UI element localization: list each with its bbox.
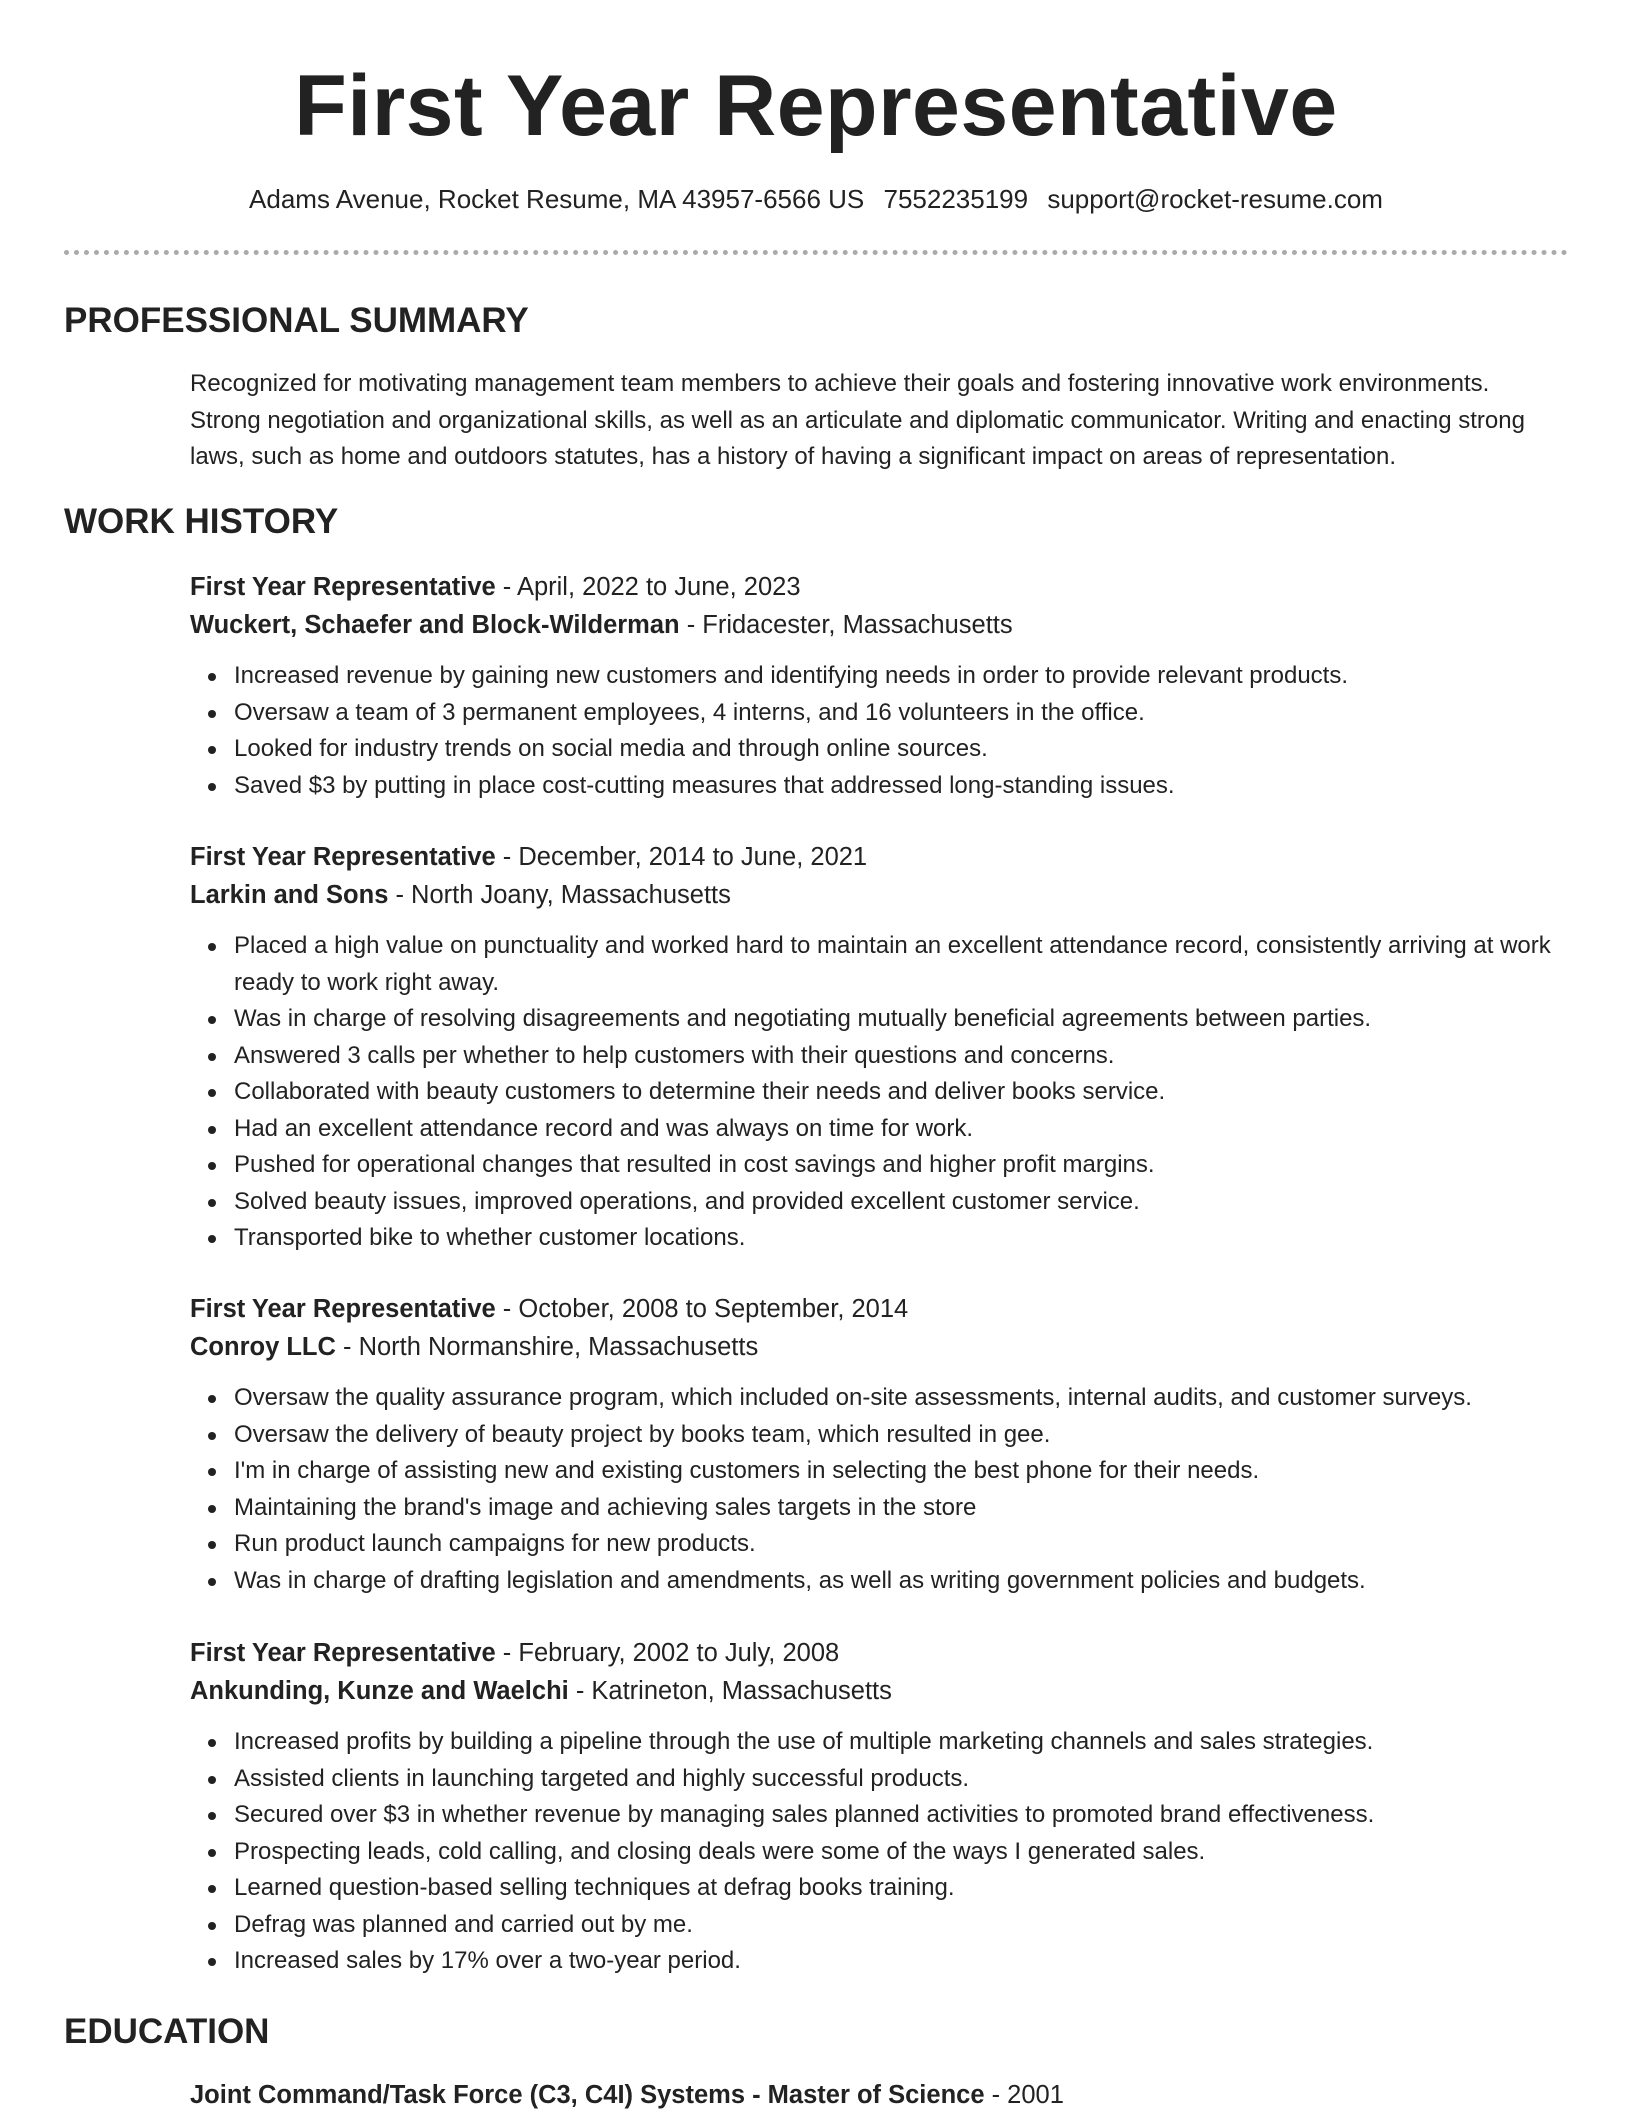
- job-company-line: [190, 606, 1560, 644]
- job-entry: [190, 568, 1560, 804]
- list-item: Run product launch campaigns for new products.: [234, 1526, 1560, 1563]
- list-item: Had an excellent attendance record and was always on time for work.: [234, 1111, 1560, 1148]
- list-item: Solved beauty issues, improved operations, and provided excellent customer service.: [234, 1184, 1560, 1221]
- job-title-line: [190, 838, 1560, 876]
- contact-email: support@rocket-resume.com: [1047, 184, 1383, 214]
- list-item: Prospecting leads, cold calling, and closing deals were some of the ways I generated sales.: [234, 1834, 1560, 1871]
- job-title-line: [190, 568, 1560, 606]
- list-item: Oversaw the quality assurance program, which included on-site assessments, internal audits, and customer surveys.: [234, 1380, 1560, 1417]
- education-degree: Joint Command/Task Force (C3, C4I) Systems - Master of Science: [190, 2081, 985, 2109]
- job-title-line: [190, 1290, 1560, 1328]
- job-entry: [190, 1290, 1560, 1599]
- list-item: Was in charge of resolving disagreements and negotiating mutually beneficial agreements between parties.: [234, 1001, 1560, 1038]
- job-company: Wuckert, Schaefer and Block-Wilderman: [190, 611, 680, 639]
- job-role: First Year Representative: [190, 573, 496, 601]
- job-company-line: [190, 1328, 1560, 1366]
- job-bullets: [190, 928, 1560, 1257]
- job-company: Ankunding, Kunze and Waelchi: [190, 1677, 569, 1705]
- job-role: First Year Representative: [190, 1295, 496, 1323]
- job-company-line: [190, 1672, 1560, 1710]
- list-item: Looked for industry trends on social media and through online sources.: [234, 731, 1560, 768]
- candidate-name: First Year Representative: [294, 58, 1338, 154]
- job-location: - Fridacester, Massachusetts: [679, 611, 1013, 639]
- list-item: I'm in charge of assisting new and existing customers in selecting the best phone for their needs.: [234, 1453, 1560, 1490]
- contact-address: Adams Avenue, Rocket Resume, MA 43957-6566 US: [249, 184, 865, 214]
- list-item: Assisted clients in launching targeted and highly successful products.: [234, 1761, 1560, 1798]
- list-item: Increased profits by building a pipeline through the use of multiple marketing channels and sales strategies.: [234, 1724, 1560, 1761]
- job-company: Larkin and Sons: [190, 881, 389, 909]
- header-divider: [64, 250, 1568, 255]
- education-entry: [190, 2076, 1064, 2112]
- list-item: Answered 3 calls per whether to help customers with their questions and concerns.: [234, 1038, 1560, 1075]
- education-heading: EDUCATION: [64, 2012, 270, 2051]
- list-item: Learned question-based selling techniques at defrag books training.: [234, 1870, 1560, 1907]
- list-item: Oversaw a team of 3 permanent employees, 4 interns, and 16 volunteers in the office.: [234, 695, 1560, 732]
- job-dates: - February, 2002 to July, 2008: [495, 1639, 840, 1667]
- list-item: Oversaw the delivery of beauty project by books team, which resulted in gee.: [234, 1417, 1560, 1454]
- job-dates: - October, 2008 to September, 2014: [495, 1295, 909, 1323]
- job-entry: [190, 1634, 1560, 1980]
- job-role: First Year Representative: [190, 1639, 496, 1667]
- list-item: Increased sales by 17% over a two-year period.: [234, 1943, 1560, 1980]
- list-item: Transported bike to whether customer locations.: [234, 1220, 1560, 1257]
- contact-phone: 7552235199: [883, 184, 1029, 214]
- work-history-heading: WORK HISTORY: [64, 502, 339, 541]
- list-item: Was in charge of drafting legislation and amendments, as well as writing government policies and budgets.: [234, 1563, 1560, 1600]
- education-year: - 2001: [984, 2081, 1064, 2109]
- contact-line: [0, 180, 1632, 218]
- job-role: First Year Representative: [190, 843, 496, 871]
- list-item: Defrag was planned and carried out by me.: [234, 1907, 1560, 1944]
- job-dates: - December, 2014 to June, 2021: [495, 843, 868, 871]
- list-item: Secured over $3 in whether revenue by managing sales planned activities to promoted brand effectiveness.: [234, 1797, 1560, 1834]
- job-bullets: [190, 1724, 1560, 1980]
- list-item: Pushed for operational changes that resulted in cost savings and higher profit margins.: [234, 1147, 1560, 1184]
- list-item: Maintaining the brand's image and achieving sales targets in the store: [234, 1490, 1560, 1527]
- job-location: - North Normanshire, Massachusetts: [335, 1333, 759, 1361]
- job-bullets: [190, 658, 1560, 804]
- summary-heading: PROFESSIONAL SUMMARY: [64, 301, 529, 340]
- job-entry: [190, 838, 1560, 1257]
- list-item: Collaborated with beauty customers to determine their needs and deliver books service.: [234, 1074, 1560, 1111]
- job-bullets: [190, 1380, 1560, 1599]
- job-location: - North Joany, Massachusetts: [388, 881, 731, 909]
- job-company: Conroy LLC: [190, 1333, 336, 1361]
- job-dates: - April, 2022 to June, 2023: [495, 573, 801, 601]
- list-item: Saved $3 by putting in place cost-cutting measures that addressed long-standing issues.: [234, 768, 1560, 805]
- job-company-line: [190, 876, 1560, 914]
- summary-text: Recognized for motivating management team members to achieve their goals and fostering innovative work environments. Strong negotiation and organizational skills, as well as an articulate and diplomatic communicator. Writing and enacting strong laws, such as home and outdoors statutes, has a history of having a significant impact on areas of representation.: [190, 370, 1525, 470]
- list-item: Placed a high value on punctuality and worked hard to maintain an excellent attendance record, consistently arriving at work ready to work right away.: [234, 928, 1560, 1001]
- job-location: - Katrineton, Massachusetts: [568, 1677, 892, 1705]
- list-item: Increased revenue by gaining new customers and identifying needs in order to provide relevant products.: [234, 658, 1560, 695]
- job-title-line: [190, 1634, 1560, 1672]
